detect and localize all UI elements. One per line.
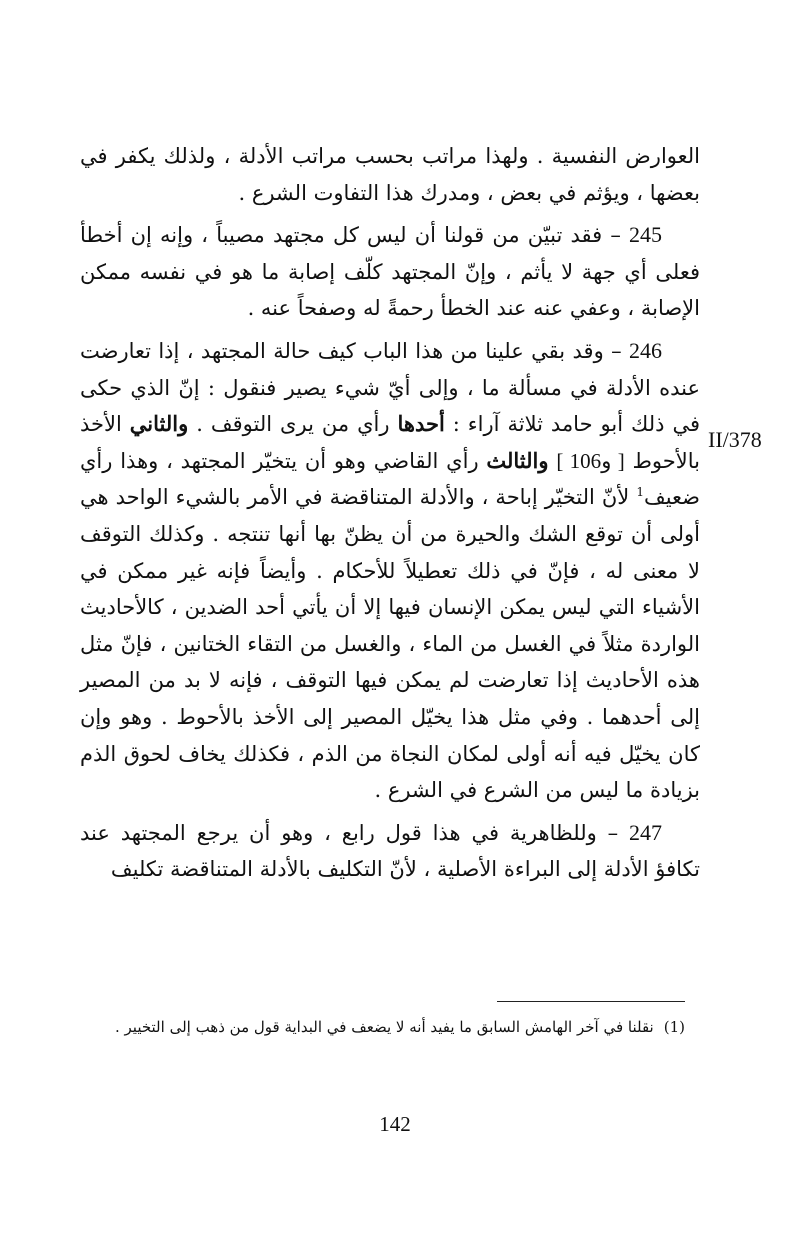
paragraph-text: رأي القاضي وهو أن يتخيّر المجتهد ، وهذا رأي ضعيف — [80, 448, 700, 510]
paragraph-245 — [80, 217, 700, 327]
paragraph-text: – وقد بقي علينا من هذا الباب كيف حالة المجتهد ، إذا تعارضت عنده الأدلة في مسألة ما ، وإلى أيّ شيء يصير فنقول : إنّ الذي حكى في ذلك أبو حامد ثلاثة آراء : — [80, 338, 700, 437]
page-number: 142 — [379, 1112, 411, 1136]
margin-reference: II/378 — [708, 427, 762, 452]
paragraph-text: – فقد تبيّن من قولنا أن ليس كل مجتهد مصيباً ، وإنه إن أخطأ فعلى أي جهة لا يأثم ، وإنّ المجتهد كلّف إصابة ما هو في نفسه ممكن الإصابة ، وعفي عنه عند الخطأ رحمةً له وصفحاً عنه . — [80, 223, 700, 321]
paragraph-number: 247 — [629, 819, 662, 845]
manuscript-folio-marker: [ 106و ] — [556, 448, 625, 473]
bold-term-second: والثاني — [129, 411, 189, 437]
paragraph-text: لأنّ التخيّر إباحة ، والأدلة المتناقضة في الأمر بالشيء الواحد هي أولى أن توقع الشك والحيرة من أن يظنّ بها أنها تنتجه . وكذلك التوقف لا معنى له ، فإنّ في ذلك تعطيلاً للأحكام . وأيضاً فإنه غير ممكن في الأشياء التي ليس يمكن الإنسان فيها إلا أن يأتي أحد الضدين ، كالأحاديث الواردة مثلاً في الغسل من الماء ، والغسل من التقاء الختانين ، فإنّ مثل هذه الأحاديث إذا تعارضت لم يمكن فيها التوقف ، فإنه لا بد من المصير إلى أحدهما . وفي مثل هذا يخيّل المصير إلى الأخذ بالأحوط . وهو وإن كان يخيّل فيه أنه أولى لمكان النجاة من الذم ، فكذلك يخاف لحوق الذم بزيادة ما ليس من الشرع في الشرع . — [80, 485, 700, 803]
paragraph-246 — [80, 333, 700, 809]
paragraph-247 — [80, 815, 700, 888]
bold-term-first: أحدها — [397, 411, 445, 437]
footnote-number: (1) — [663, 1018, 685, 1036]
bold-term-third: والثالث — [486, 447, 549, 473]
footnote-reference[interactable]: 1 — [636, 485, 644, 500]
footnote-divider — [497, 1001, 685, 1002]
footnote-text: نقلنا في آخر الهامش السابق ما يفيد أنه لا يضعف في البداية قول من ذهب إلى التخيير . — [114, 1018, 654, 1036]
paragraph-text: رأي من يرى التوقف . — [188, 412, 398, 437]
footnote — [100, 1012, 685, 1042]
paragraph-text: – وللظاهرية في هذا قول رابع ، وهو أن يرجع المجتهد عند تكافؤ الأدلة إلى البراءة الأصلية ، لأنّ التكليف بالأدلة المتناقضة تكليف — [80, 820, 700, 882]
main-text — [80, 138, 700, 888]
paragraph-number: 245 — [629, 222, 662, 248]
paragraph-number: 246 — [629, 337, 662, 363]
paragraph-text: الأخذ بالأحوط — [80, 412, 700, 473]
paragraph-continuation: العوارض النفسية . ولهذا مراتب بحسب مراتب الأدلة ، ولذلك يكفر في بعضها ، ويؤثم في بعض ، ومدرك هذا التفاوت الشرع . — [80, 144, 700, 205]
